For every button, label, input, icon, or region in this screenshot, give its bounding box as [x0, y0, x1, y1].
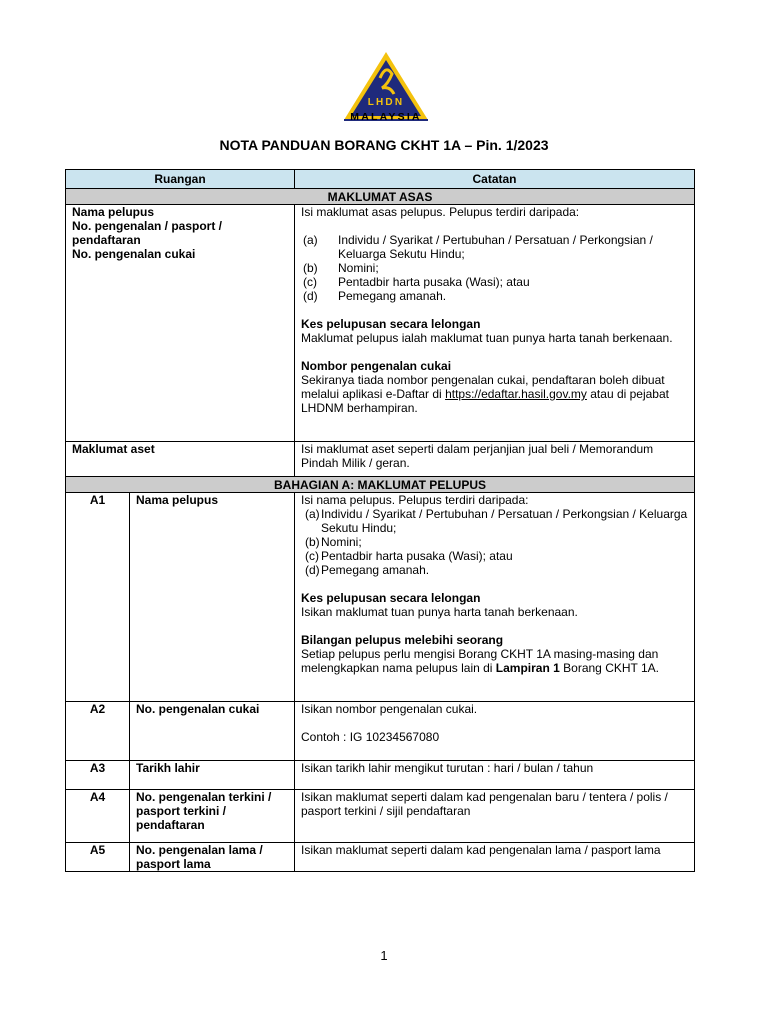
col-header-ruangan: Ruangan: [66, 170, 295, 189]
row-label: Maklumat aset: [66, 442, 295, 477]
table-header-row: [66, 170, 695, 189]
row-label: No. pengenalan / pasport / pendaftaran: [72, 219, 223, 247]
row-left-cell: [66, 205, 295, 442]
row-label: No. pengenalan terkini / pasport terkini / pendaftaran: [130, 790, 295, 843]
row-note-cell: [295, 493, 695, 702]
list-item: (b) Nomini;: [303, 261, 379, 275]
pelupus-list: [301, 507, 688, 577]
list-item: (a) Individu / Syarikat / Pertubuhan / Persatuan / Perkongsian / Keluarga Sekutu Hindu;: [303, 233, 653, 261]
note-heading: Kes pelupusan secara lelongan: [301, 317, 481, 331]
section-title-asas: MAKLUMAT ASAS: [66, 189, 695, 205]
list-item: (d) Pemegang amanah.: [303, 289, 447, 303]
note-text: Setiap pelupus perlu mengisi Borang CKHT 1A masing-masing dan melengkapkan nama pelupus lain di Lampiran 1 Borang CKHT 1A.: [301, 647, 659, 675]
row-label: Nama pelupus: [130, 493, 295, 702]
section-row-a: [66, 477, 695, 493]
table-row: [66, 761, 695, 790]
list-item: (c) Pentadbir harta pusaka (Wasi); atau: [303, 275, 530, 289]
row-note-cell: Isikan maklumat seperti dalam kad pengenalan baru / tentera / polis / pasport terkini / sijil pendaftaran: [295, 790, 695, 843]
row-code: A4: [66, 790, 130, 843]
guide-table: [65, 169, 695, 872]
logo-text-top: LHDN: [367, 97, 405, 108]
row-note-cell: [295, 205, 695, 442]
row-label: No. pengenalan lama / pasport lama: [130, 843, 295, 872]
note-intro: Isi nama pelupus. Pelupus terdiri daripada:: [301, 493, 529, 507]
note-text: Isikan maklumat tuan punya harta tanah berkenaan.: [301, 605, 578, 619]
row-note-cell: Isikan tarikh lahir mengikut turutan : hari / bulan / tahun: [295, 761, 695, 790]
row-code: A3: [66, 761, 130, 790]
list-item: (c) Pentadbir harta pusaka (Wasi); atau: [305, 549, 513, 563]
row-note-cell: Isikan maklumat seperti dalam kad pengenalan lama / pasport lama: [295, 843, 695, 872]
page-number: 1: [380, 948, 388, 963]
note-text: Sekiranya tiada nombor pengenalan cukai, pendaftaran boleh dibuat melalui aplikasi e-Daftar di https://edaftar.hasil.gov.my atau di pejabat LHDNM berhampiran.: [301, 373, 669, 415]
note-intro: Isi maklumat asas pelupus. Pelupus terdiri daripada:: [301, 205, 580, 219]
row-code: A1: [66, 493, 130, 702]
pelupus-list: [301, 233, 688, 303]
note-text: Maklumat pelupus ialah maklumat tuan punya harta tanah berkenaan.: [301, 331, 673, 345]
note-heading: Nombor pengenalan cukai: [301, 359, 452, 373]
section-title-a: BAHAGIAN A: MAKLUMAT PELUPUS: [66, 477, 695, 493]
row-code: A5: [66, 843, 130, 872]
note-example: Contoh : IG 10234567080: [301, 730, 440, 744]
row-code: A2: [66, 702, 130, 761]
edaftar-link[interactable]: https://edaftar.hasil.gov.my: [445, 387, 587, 401]
lampiran-ref: Lampiran 1: [495, 661, 560, 675]
note-text: Isikan nombor pengenalan cukai.: [301, 702, 478, 716]
row-note-cell: Isi maklumat aset seperti dalam perjanjian jual beli / Memorandum Pindah Milik / geran.: [295, 442, 695, 477]
page-title: NOTA PANDUAN BORANG CKHT 1A – Pin. 1/2023: [219, 137, 549, 153]
table-row: [66, 790, 695, 843]
table-row: [66, 702, 695, 761]
logo-text-bottom: MALAYSIA: [350, 111, 422, 123]
row-label: No. pengenalan cukai: [130, 702, 295, 761]
list-item: (a) Individu / Syarikat / Pertubuhan / Persatuan / Perkongsian / Keluarga Sekutu Hindu;: [305, 507, 688, 535]
note-heading: Kes pelupusan secara lelongan: [301, 591, 481, 605]
list-item: (b) Nomini;: [305, 535, 362, 549]
table-row: [66, 493, 695, 702]
row-label: Tarikh lahir: [130, 761, 295, 790]
section-row-asas: [66, 189, 695, 205]
list-item: (d) Pemegang amanah.: [305, 563, 430, 577]
col-header-catatan: Catatan: [295, 170, 695, 189]
row-label: Nama pelupus: [72, 205, 155, 219]
note-heading: Bilangan pelupus melebihi seorang: [301, 633, 504, 647]
table-row: [66, 205, 695, 442]
row-note-cell: [295, 702, 695, 761]
table-row: [66, 442, 695, 477]
table-row: [66, 843, 695, 872]
row-label: No. pengenalan cukai: [72, 247, 196, 261]
